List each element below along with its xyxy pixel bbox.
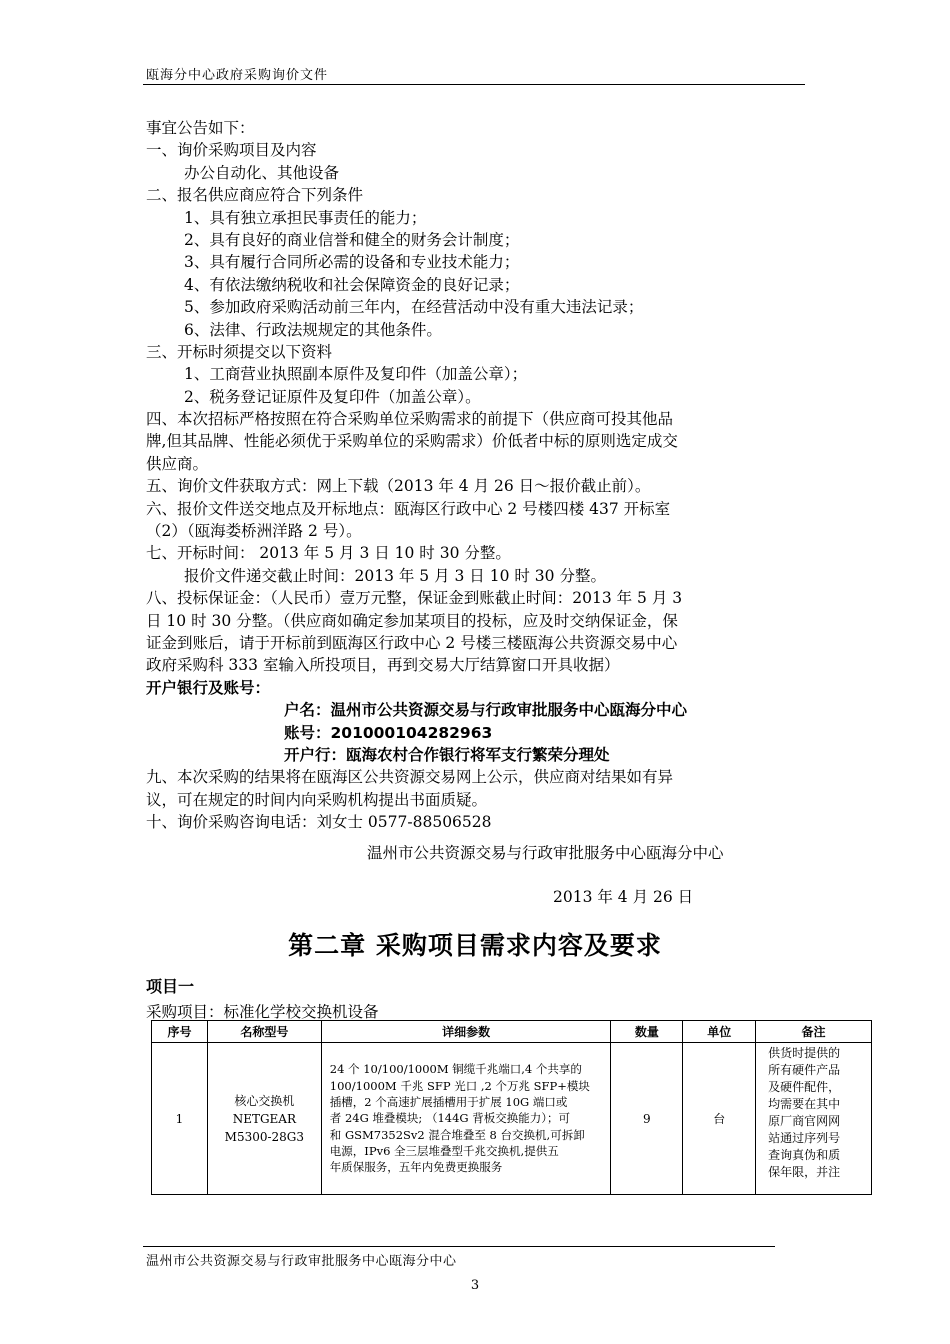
notice-intro: 事宜公告如下：: [146, 119, 255, 137]
chapter-title: 第二章 采购项目需求内容及要求: [288, 931, 662, 960]
cell-no: 1: [152, 1043, 208, 1195]
cell-unit: 台: [683, 1043, 756, 1195]
project-item: 采购项目：标准化学校交换机设备: [146, 1003, 379, 1021]
condition-item: 3、具有履行合同所必需的设备和专业技术能力；: [184, 253, 520, 272]
params-line: 和 GSM7352Sv2 混合堆叠至 8 台交换机,可拆卸: [329, 1127, 585, 1142]
cell-params: [321, 1043, 611, 1195]
section-7-text: 七、开标时间： 2013 年 5 月 3 日 10 时 30 分整。: [146, 544, 511, 563]
params-line: 电源，IPv6 全三层堆叠型千兆交换机,提供五: [329, 1143, 559, 1158]
notes-line: 供货时提供的: [768, 1046, 841, 1060]
cell-name: [207, 1043, 321, 1195]
footer-rule: [143, 1246, 775, 1247]
section-5-text: 五、询价文件获取方式：网上下载（2013 年 4 月 26 日～报价截止前）。: [146, 477, 651, 496]
name-line: NETGEAR: [232, 1111, 296, 1126]
col-header-params: 详细参数: [321, 1021, 611, 1043]
notes-line: 及硬件配件，: [768, 1080, 841, 1094]
col-header-no: 序号: [152, 1021, 208, 1043]
notes-line: 所有硬件产品: [768, 1063, 841, 1077]
notes-line: 均需要在其中: [768, 1097, 841, 1111]
signature-date: 2013 年 4 月 26 日: [553, 888, 694, 906]
condition-item: 5、参加政府采购活动前三年内，在经营活动中没有重大违法记录；: [184, 298, 644, 317]
section-7-deadline: 报价文件递交截止时间：2013 年 5 月 3 日 10 时 30 分整。: [184, 566, 606, 585]
section-1-content: 办公自动化、其他设备: [184, 163, 340, 182]
section-4-text: 牌,但其品牌、性能必须优于采购单位的采购需求）价低者中标的原则选定成交: [146, 432, 678, 451]
page-header: 瓯海分中心政府采购询价文件: [146, 68, 329, 83]
section-4-text: 四、本次招标严格按照在符合采购单位采购需求的前提下（供应商可投其他品: [146, 410, 674, 429]
notes-line: 原厂商官网网: [768, 1114, 841, 1128]
document-item: 1、工商营业执照副本原件及复印件（加盖公章）；: [184, 365, 528, 384]
section-8-text: 日 10 时 30 分整。（供应商如确定参加某项目的投标，应及时交纳保证金，保: [146, 611, 678, 630]
page-footer: 温州市公共资源交易与行政审批服务中心瓯海分中心: [146, 1254, 457, 1269]
signature-org: 温州市公共资源交易与行政审批服务中心瓯海分中心: [367, 844, 724, 862]
params-line: 24 个 10/100/1000M 铜缆千兆端口,4 个共享的: [329, 1062, 582, 1077]
condition-item: 4、有依法缴纳税收和社会保障资金的良好记录；: [184, 275, 520, 294]
condition-item: 1、具有独立承担民事责任的能力；: [184, 208, 427, 227]
section-8-text: 证金到账后，请于开标前到瓯海区行政中心 2 号楼三楼瓯海公共资源交易中心: [146, 633, 678, 652]
params-line: 100/1000M 千兆 SFP 光口 ,2 个万兆 SFP+模块: [329, 1078, 590, 1093]
params-line: 年质保服务，五年内免费更换服务: [329, 1160, 503, 1175]
notes-line: 查询真伪和质: [768, 1148, 841, 1162]
col-header-name: 名称型号: [207, 1021, 321, 1043]
requirements-table: [151, 1020, 872, 1195]
condition-item: 6、法律、行政法规规定的其他条件。: [184, 320, 442, 339]
section-10-text: 十、询价采购咨询电话：刘女士 0577-88506528: [146, 813, 492, 832]
section-8-text: 政府采购科 333 室输入所投项目，再到交易大厅结算窗口开具收据）: [146, 656, 620, 675]
bank-account-name: 户名：温州市公共资源交易与行政审批服务中心瓯海分中心: [284, 701, 688, 720]
col-header-unit: 单位: [683, 1021, 756, 1043]
bank-branch: 开户行：瓯海农村合作银行将军支行繁荣分理处: [284, 745, 610, 764]
section-2-heading: 二、报名供应商应符合下列条件: [146, 186, 364, 205]
section-9-text: 议，可在规定的时间内向采购机构提出书面质疑。: [146, 790, 488, 809]
notice-body: [146, 117, 816, 834]
cell-qty: 9: [611, 1043, 683, 1195]
section-9-text: 九、本次采购的结果将在瓯海区公共资源交易网上公示，供应商对结果如有异: [146, 768, 674, 787]
name-line: M5300-28G3: [224, 1129, 305, 1144]
header-rule: [143, 84, 805, 85]
col-header-notes: 备注: [756, 1021, 872, 1043]
page-number: 3: [470, 1278, 480, 1293]
project-title: 项目一: [146, 977, 195, 996]
condition-item: 2、具有良好的商业信誉和健全的财务会计制度；: [184, 230, 520, 249]
col-header-qty: 数量: [611, 1021, 683, 1043]
table-row: [152, 1043, 872, 1195]
params-line: 插槽，2 个高速扩展插槽用于扩展 10G 端口或: [329, 1095, 568, 1110]
bank-heading: 开户银行及账号：: [146, 678, 271, 697]
cell-notes: [756, 1043, 872, 1195]
document-item: 2、税务登记证原件及复印件（加盖公章）。: [184, 387, 481, 406]
section-1-heading: 一、询价采购项目及内容: [146, 141, 317, 160]
section-4-text: 供应商。: [146, 454, 209, 473]
section-8-text: 八、投标保证金：（人民币）壹万元整，保证金到账截止时间：2013 年 5 月 3: [146, 589, 683, 608]
section-3-heading: 三、开标时须提交以下资料: [146, 342, 333, 361]
bank-account-number: 账号：201000104282963: [284, 723, 493, 742]
section-6-text: 六、报价文件送交地点及开标地点：瓯海区行政中心 2 号楼四楼 437 开标室: [146, 499, 671, 518]
section-6-text: （2）（瓯海娄桥洲洋路 2 号）。: [146, 522, 362, 541]
notes-line: 保年限，并注: [768, 1165, 841, 1179]
name-line: 核心交换机: [234, 1093, 295, 1108]
table-header-row: [152, 1021, 872, 1043]
notes-line: 站通过序列号: [768, 1131, 841, 1145]
params-line: 者 24G 堆叠模块; （144G 背板交换能力）；可: [329, 1111, 570, 1126]
